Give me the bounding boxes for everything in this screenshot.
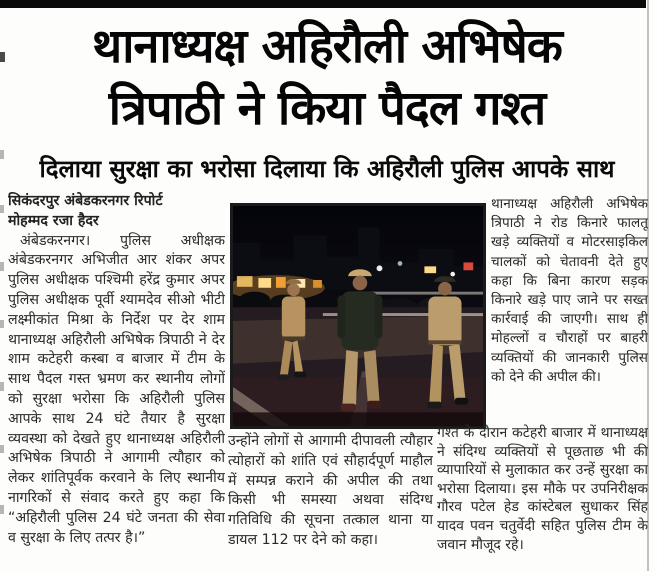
edge-artifact bbox=[0, 505, 4, 514]
patrol-night-photo bbox=[230, 203, 486, 429]
column-right-below-photo: गश्त के दौरान कटेहरी बाजार में थानाध्यक्ष ने संदिग्ध व्यक्तियों से पूछताछ भी की व्यापारियों से मुलाकात कर उन्हें सुरक्षा का भरोसा दिलाया। इस मौके पर उपनिरीक्षक गौरव पटेल हेड कांस्टेबल सुधाकर सिंह यादव पवन चतुर्वेदी सहित पुलिस टीम के जवान मौजूद रहे। bbox=[437, 425, 648, 553]
headline-line1: थानाध्यक्ष अहिरौली अभिषेक bbox=[92, 19, 562, 74]
column-right-beside-photo: थानाध्यक्ष अहिरौली अभिषेक त्रिपाठी ने रोड किनारे फालतू खड़े व्यक्तियों व मोटरसाइकिल चालकों को चेतावनी देते हुए कहा कि बिना कारण सड़क किनारे खड़े पाए जाने पर सख्त कार्रवाई की जाएगी। साथ ही मोहल्लों व चौराहों पर बाहरी व्यक्तियों की जानकारी पुलिस को देने की अपील की। bbox=[491, 196, 648, 385]
edge-artifact bbox=[0, 320, 4, 328]
column-left bbox=[8, 192, 225, 568]
byline-line1: सिकंदरपुर अंबेडकरनगर रिपोर्ट bbox=[8, 193, 163, 209]
page-title bbox=[12, 16, 642, 140]
edge-artifact bbox=[0, 445, 4, 453]
edge-artifact bbox=[0, 382, 4, 391]
edge-artifact bbox=[0, 262, 4, 271]
edge-artifact bbox=[0, 150, 4, 159]
edge-artifact bbox=[0, 52, 5, 62]
patrol-night-photo-art bbox=[233, 206, 483, 426]
subheadline: दिलाया सुरक्षा का भरोसा दिलाया कि अहिरौली पुलिस आपके साथ bbox=[39, 155, 615, 183]
edge-artifact bbox=[0, 205, 4, 213]
masthead-bar bbox=[0, 0, 646, 8]
column-middle-below-photo: उन्होंने लोगों से आगामी दीपावली त्यौहार त्योहारों को शांति एवं सौहार्दपूर्ण माहौल में सम्पन्न कराने की अपील की तथा किसी भी समस्या अथवा संदिग्ध गतिविधि की सूचना तत्काल थाना या डायल 112 पर देने को कहा। bbox=[228, 433, 433, 548]
byline-line2: मोहम्मद रजा हैदर bbox=[8, 212, 99, 229]
headline-line2: त्रिपाठी ने किया पैदल गश्त bbox=[108, 81, 546, 136]
article-body-left: अंबेडकरनगर। पुलिस अधीक्षक अंबेडकरनगर अभिजीत आर शंकर अपर पुलिस अधीक्षक पश्चिमी हरेंद्र कुमार अपर पुलिस अधीक्षक पूर्वी श्यामदेव सीओ भीटी लक्ष्मीकांत मिश्रा के निर्देश पर देर शाम थानाध्यक्ष अहिरौली अभिषेक त्रिपाठी ने देर शाम कटेहरी कस्बा व बाजार में टीम के साथ पैदल गस्त भ्रमण कर स्थानीय लोगों को सुरक्षा भरोसा कि अहिरौली पुलिस आपके साथ 24 घंटे तैयार है सुरक्षा व्यवस्था को देखते हुए थानाध्यक्ष अहिरौली अभिषेक त्रिपाठी ने आगामी त्यौहार को लेकर शांतिपूर्वक करवाने के लिए स्थानीय नागरिकों से संवाद करते हुए कहा कि “अहिरौली पुलिस 24 घंटे जनता की सेवा व सुरक्षा के लिए तत्पर है।” bbox=[8, 232, 225, 546]
